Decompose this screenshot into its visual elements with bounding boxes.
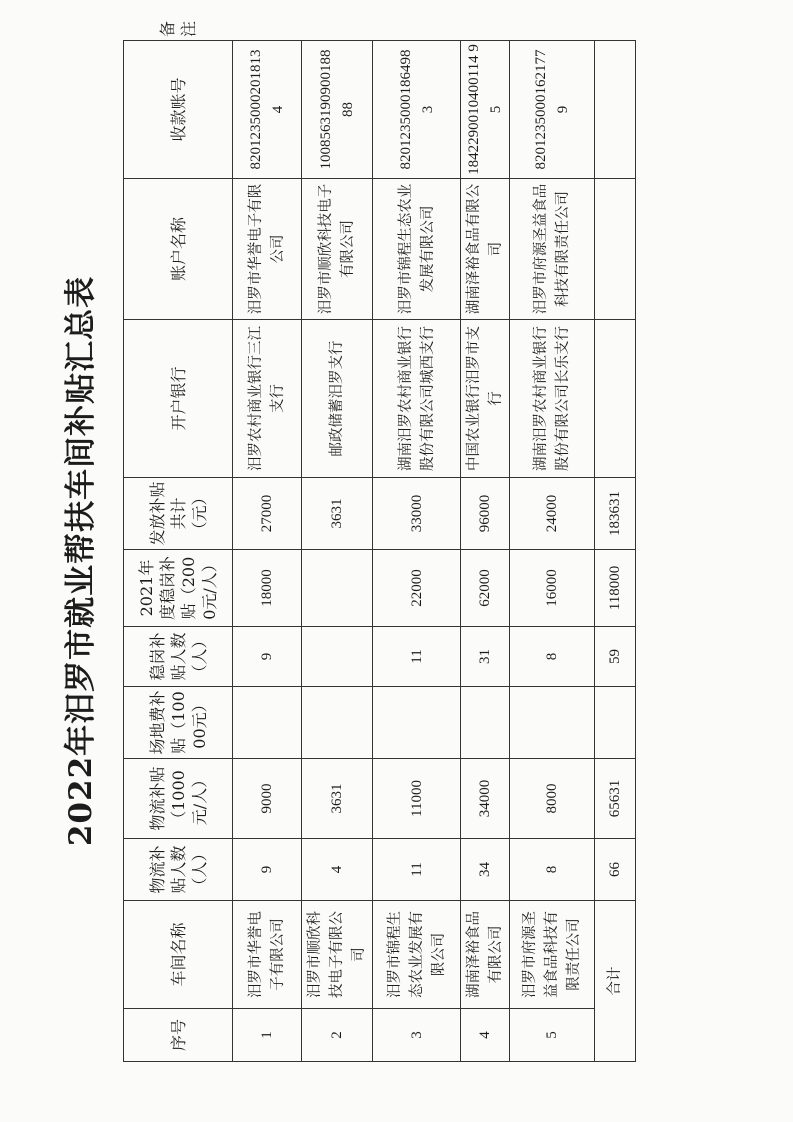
table-cell: 1: [233, 1009, 302, 1062]
table-cell: 9: [233, 839, 302, 901]
table-cell: 34: [461, 839, 510, 901]
table-cell: 8201235000186498 3: [373, 41, 461, 179]
table-cell: 湖南泽裕食品有限公司: [461, 901, 510, 1009]
table-cell: 汨罗市锦程生态农业发展有限公司: [373, 179, 461, 320]
header-row: 序号 车间名称 物流补贴人数（人） 物流补贴（1000元/人） 场地费补贴（10000元） 稳岗补贴人数（人） 2021年度稳岗补贴（2000元/人） 发放补贴共计（元） 开户银行 账户名称 收款账号 备注: [124, 41, 233, 1062]
header-cell: 车间名称: [124, 901, 233, 1009]
table-cell: 4: [461, 1009, 510, 1062]
table-cell: 11000: [373, 759, 461, 839]
table-cell: 31: [461, 627, 510, 687]
total-cell: [595, 41, 636, 179]
header-cell: 稳岗补贴人数（人）: [124, 627, 233, 687]
header-cell: 物流补贴人数（人）: [124, 839, 233, 901]
table-cell: 22000: [373, 550, 461, 627]
subsidy-summary-table: [123, 20, 636, 1062]
total-cell: 66: [595, 839, 636, 901]
table-cell: 3631: [302, 759, 373, 839]
table-cell: 3: [373, 1009, 461, 1062]
total-cell: 65631: [595, 759, 636, 839]
table-cell: 2: [302, 1009, 373, 1062]
total-cell: [595, 179, 636, 320]
header-cell: 开户银行: [124, 320, 233, 478]
table-row: [461, 41, 510, 1062]
table-cell: 湖南泽裕食品有限公司: [461, 179, 510, 320]
total-cell: 118000: [595, 550, 636, 627]
header-cell: 账户名称: [124, 179, 233, 320]
table-cell: 8000: [510, 759, 595, 839]
table-cell: 湖南汨罗农村商业银行股份有限公司长乐支行: [510, 320, 595, 478]
total-cell: [595, 320, 636, 478]
table-cell: 8201235000162177 9: [510, 41, 595, 179]
table-row: [373, 41, 461, 1062]
table-cell: 汨罗市府源圣益食品科技有限责任公司: [510, 901, 595, 1009]
table-cell: 5: [510, 1009, 595, 1062]
table-cell: [302, 687, 373, 759]
table-cell: 1008563190900188 88: [302, 41, 373, 179]
total-cell: 183631: [595, 478, 636, 550]
table-cell: [302, 550, 373, 627]
table-cell: 汨罗市顺欣科技电子有限公司: [302, 179, 373, 320]
header-cell: 序号: [124, 1009, 233, 1062]
table-cell: 11: [373, 627, 461, 687]
table-cell: 1842290010400114 95: [461, 41, 510, 179]
header-cell: 2021年度稳岗补贴（2000元/人）: [124, 550, 233, 627]
table-cell: 9000: [233, 759, 302, 839]
header-cell: 物流补贴（1000元/人）: [124, 759, 233, 839]
table-cell: 8: [510, 839, 595, 901]
table-cell: [461, 687, 510, 759]
table-cell: 9: [233, 627, 302, 687]
table-cell: 中国农业银行汨罗市支行: [461, 320, 510, 478]
table-cell: 8201235000201813 4: [233, 41, 302, 179]
table-cell: 24000: [510, 478, 595, 550]
table-cell: 汨罗市锦程生态农业发展有限公司: [373, 901, 461, 1009]
table-cell: 汨罗市顺欣科技电子有限公司: [302, 901, 373, 1009]
table-cell: 33000: [373, 478, 461, 550]
total-row: [595, 41, 636, 1062]
table-cell: [302, 627, 373, 687]
table-cell: 62000: [461, 550, 510, 627]
total-cell: 59: [595, 627, 636, 687]
table-cell: 4: [302, 839, 373, 901]
document-title: 2022年汨罗市就业帮扶车间补贴汇总表: [63, 275, 99, 847]
header-cell: 收款账号: [124, 41, 233, 179]
table-cell: [510, 687, 595, 759]
table-cell: 18000: [233, 550, 302, 627]
table-cell: 汨罗农村商业银行三江支行: [233, 320, 302, 478]
table-cell: 汨罗市华誉电子有限公司: [233, 179, 302, 320]
table-cell: 汨罗市府源圣益食品科技有限责任公司: [510, 179, 595, 320]
table-row: [302, 41, 373, 1062]
table-cell: 8: [510, 627, 595, 687]
table-cell: [373, 687, 461, 759]
table-cell: 34000: [461, 759, 510, 839]
table-cell: 27000: [233, 478, 302, 550]
total-label: 合计: [595, 901, 636, 1062]
table-cell: 11: [373, 839, 461, 901]
table-cell: 16000: [510, 550, 595, 627]
total-cell: [595, 687, 636, 759]
table-row: [233, 41, 302, 1062]
table-cell: 汨罗市华誉电子有限公司: [233, 901, 302, 1009]
table-cell: 3631: [302, 478, 373, 550]
table-cell: [233, 687, 302, 759]
header-cell: 发放补贴共计（元）: [124, 478, 233, 550]
table-row: [510, 41, 595, 1062]
table-cell: 邮政储蓄汨罗支行: [302, 320, 373, 478]
header-cell: 场地费补贴（10000元）: [124, 687, 233, 759]
table-cell: 96000: [461, 478, 510, 550]
table-cell: 湖南汨罗农村商业银行股份有限公司城西支行: [373, 320, 461, 478]
